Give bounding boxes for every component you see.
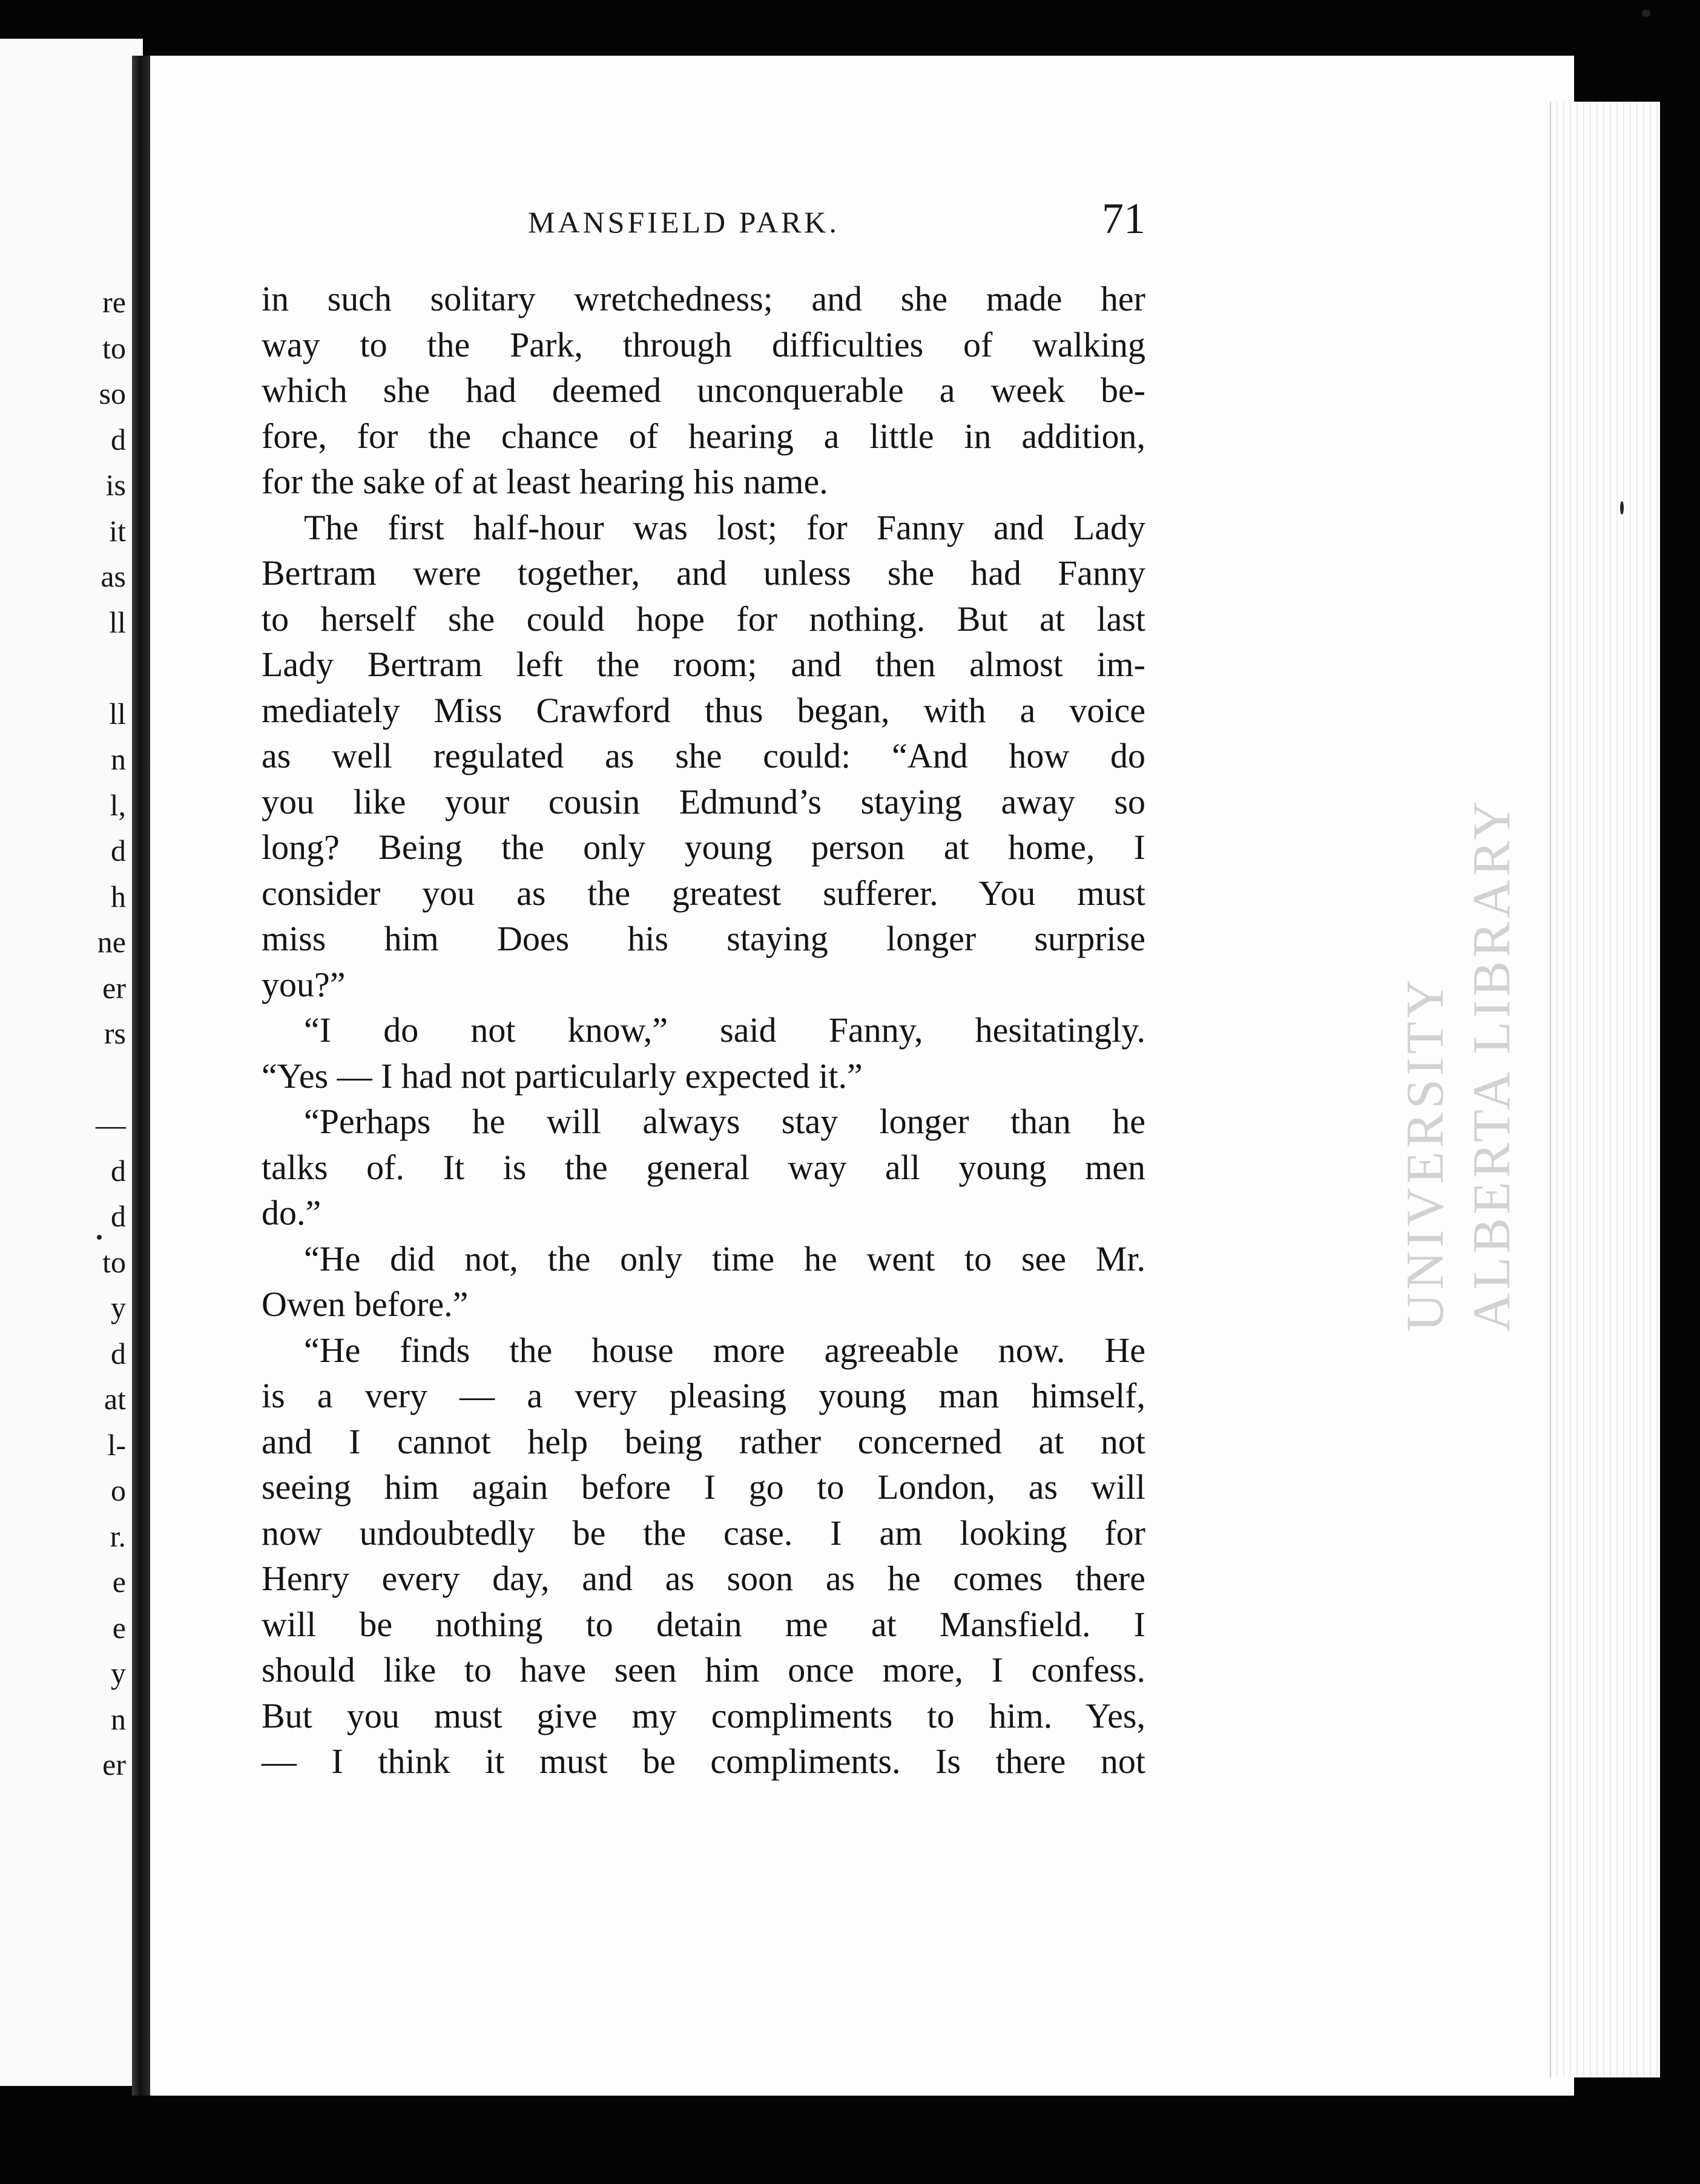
previous-page-fragment: er <box>102 1748 126 1781</box>
previous-page-fragment: as <box>100 559 126 593</box>
previous-page-fragment: re <box>102 285 126 319</box>
previous-page-fragment: n <box>111 742 126 776</box>
previous-page-fragment: ne <box>97 925 126 959</box>
previous-page-fragment: to <box>102 1245 126 1279</box>
text-line: you?” <box>262 964 346 1004</box>
previous-page-fragment: ll <box>109 605 126 639</box>
text-line: The first half-hour was lost; for Fanny and Lady <box>304 507 1145 547</box>
page-number: 71 <box>1102 194 1145 243</box>
text-line: to herself she could hope for nothing. But at last <box>262 599 1145 639</box>
previous-page-fragment: to <box>102 331 126 365</box>
text-line: as well regulated as she could: “And how do <box>262 736 1145 775</box>
previous-page-fragment: e <box>112 1610 126 1645</box>
text-line: “Yes — I had not particularly expected it.” <box>262 1056 863 1096</box>
text-line: and I cannot help being rather concerned at not <box>262 1421 1145 1461</box>
previous-page-fragment: l- <box>107 1427 126 1462</box>
text-line: consider you as the greatest sufferer. You must <box>262 873 1145 913</box>
body-text <box>262 276 1145 1784</box>
text-line: way to the Park, through difficulties of walking <box>262 324 1145 364</box>
previous-page-fragment: ll <box>109 696 126 731</box>
text-line: “He did not, the only time he went to see Mr. <box>304 1238 1145 1278</box>
previous-page-fragment: rs <box>104 1016 126 1050</box>
text-line: Henry every day, and as soon as he comes there <box>262 1559 1145 1598</box>
text-line: which she had deemed unconquerable a week be- <box>262 370 1145 410</box>
text-line: will be nothing to detain me at Mansfield. I <box>262 1604 1145 1644</box>
previous-page-fragment: d <box>111 1199 126 1233</box>
text-line: talks of. It is the general way all young men <box>262 1147 1145 1187</box>
text-line: should like to have seen him once more, I confess. <box>262 1650 1145 1689</box>
previous-page-fragment: y <box>111 1656 126 1690</box>
previous-page-fragment: r. <box>110 1519 126 1553</box>
scan-speck <box>1642 10 1650 17</box>
stamp-line-university: UNIVERSITY <box>1396 976 1455 1332</box>
text-line: — I think it must be compliments. Is there not <box>262 1742 1145 1781</box>
text-line: “I do not know,” said Fanny, hesitatingly. <box>304 1010 1145 1050</box>
scan-speck <box>1620 501 1624 515</box>
text-line: “He finds the house more agreeable now. He <box>304 1330 1145 1370</box>
text-line: do.” <box>262 1193 321 1232</box>
previous-page-fragment: it <box>109 513 126 548</box>
previous-page-fragment: er <box>102 970 126 1005</box>
previous-page-fragment: h <box>111 879 126 913</box>
previous-page-fragment: d <box>111 834 126 867</box>
text-line: “Perhaps he will always stay longer than he <box>304 1102 1145 1141</box>
previous-page-fragment: so <box>99 377 126 410</box>
text-line: miss him Does his staying longer surprise <box>262 919 1145 958</box>
text-line: mediately Miss Crawford thus began, with a voice <box>262 690 1145 730</box>
previous-page-fragment: e <box>112 1565 126 1599</box>
previous-page-fragment: d <box>111 422 126 456</box>
text-line: Lady Bertram left the room; and then almost im- <box>262 645 1145 684</box>
previous-page-fragment: d <box>111 1153 126 1188</box>
scan-speck <box>97 1235 102 1240</box>
text-line: is a very — a very pleasing young man himself, <box>262 1376 1145 1415</box>
text-line: Bertram were together, and unless she had Fanny <box>262 553 1145 593</box>
text-line: now undoubtedly be the case. I am looking for <box>262 1513 1145 1553</box>
text-line: long? Being the only young person at home, I <box>262 827 1145 867</box>
previous-page-fragment: n <box>111 1702 126 1736</box>
text-line: But you must give my compliments to him. Yes, <box>262 1696 1145 1735</box>
text-line: seeing him again before I go to London, as will <box>262 1467 1145 1507</box>
previous-page-line-endings <box>67 285 126 1793</box>
running-head <box>262 194 1145 254</box>
previous-page-fragment: o <box>111 1473 126 1507</box>
book-gutter <box>132 56 150 2096</box>
previous-page-fragment: y <box>111 1291 126 1324</box>
previous-page-fragment: at <box>104 1382 126 1416</box>
text-line: in such solitary wretchedness; and she made her <box>262 279 1145 318</box>
previous-page-fragment: d <box>111 1336 126 1370</box>
page-edge-stack <box>1550 102 1660 2077</box>
previous-page-fragment: is <box>105 468 126 502</box>
previous-page-fragment <box>67 650 126 696</box>
previous-page-fragment <box>67 1062 126 1108</box>
previous-page-fragment: — <box>96 1108 126 1142</box>
text-line: fore, for the chance of hearing a little in addition, <box>262 416 1145 456</box>
text-line: Owen before.” <box>262 1284 469 1324</box>
library-stamp <box>1392 798 1526 1332</box>
previous-page-fragment: l, <box>110 788 126 822</box>
text-line: for the sake of at least hearing his name. <box>262 462 828 501</box>
text-line: you like your cousin Edmund’s staying away so <box>262 781 1145 821</box>
stamp-line-alberta-library: ALBERTA LIBRARY <box>1463 798 1521 1332</box>
running-title: MANSFIELD PARK. <box>528 205 840 239</box>
